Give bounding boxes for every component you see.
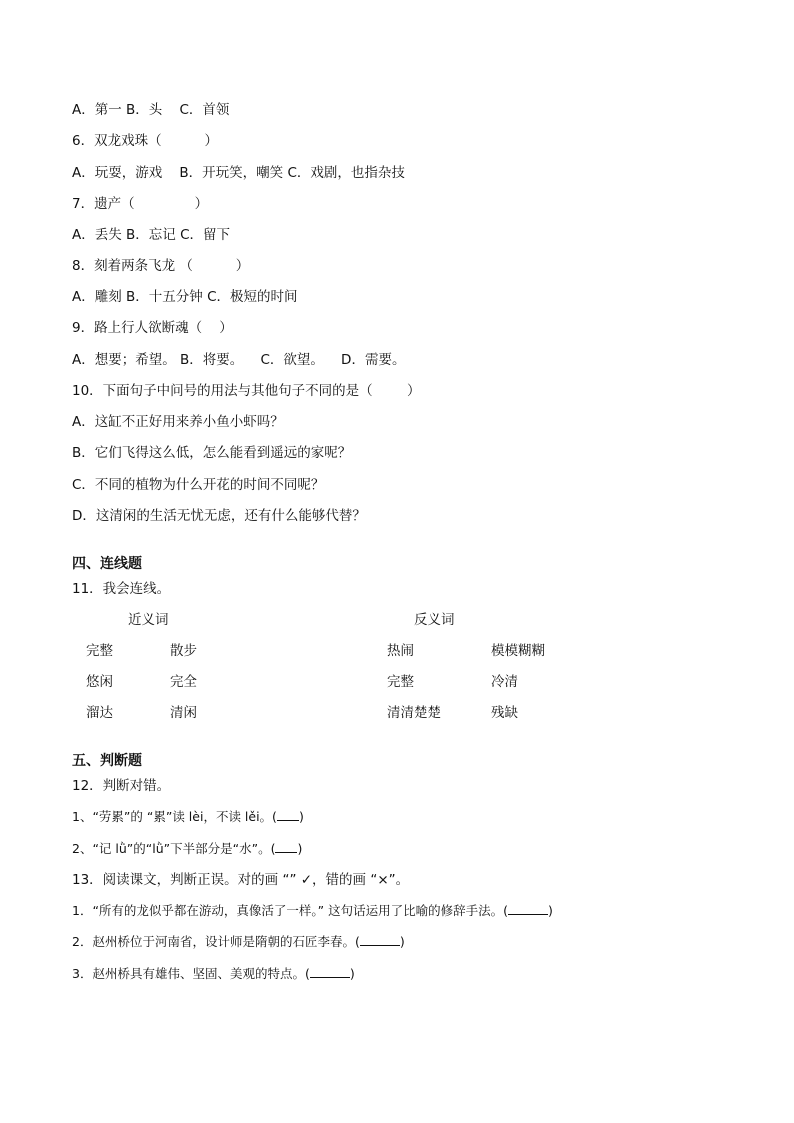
line-options-5: A．第一 B．头 C．首领	[72, 102, 230, 118]
syn-left-word: 悠闲	[86, 674, 113, 690]
ant-right-word: 模模糊糊	[491, 643, 545, 659]
ant-right-word: 残缺	[491, 705, 518, 721]
statement-3-text: 3．赵州桥具有雄伟、坚固、美观的特点。(	[72, 966, 310, 981]
line-options-6: A．玩耍，游戏 B．开玩笑，嘲笑 C．戏剧，也指杂技	[72, 165, 405, 181]
option-10-d: D．这清闲的生活无忧无虑，还有什么能够代替？	[72, 508, 366, 524]
question-11: 11．我会连线。	[72, 581, 171, 597]
syn-right-word: 完全	[170, 674, 197, 690]
judge-item-1-text: 1、“劳累”的 “累”读 lèi，不读 lěi。(	[72, 809, 277, 824]
statement-3	[72, 965, 355, 983]
syn-left-word: 溜达	[86, 705, 113, 721]
statement-1	[72, 902, 553, 920]
question-8: 8．刻着两条飞龙 （ ）	[72, 258, 250, 274]
judge-item-1	[72, 808, 304, 826]
answer-blank[interactable]	[277, 808, 299, 821]
line-options-7: A．丢失 B．忘记 C．留下	[72, 227, 231, 243]
section-heading-5: 五、判断题	[72, 753, 142, 769]
syn-right-word: 清闲	[170, 705, 197, 721]
answer-blank[interactable]	[360, 933, 400, 946]
judge-item-2-text: 2、“记 lǜ”的“lǜ”下半部分是“水”。(	[72, 841, 276, 856]
question-12: 12．判断对错。	[72, 778, 171, 794]
statement-1-text: 1．“所有的龙似乎都在游动，真像活了一样。” 这句话运用了比喻的修辞手法。(	[72, 903, 509, 918]
statement-3-close: )	[349, 966, 355, 981]
judge-item-1-close: )	[298, 809, 304, 824]
question-10: 10．下面句子中问号的用法与其他句子不同的是（ ）	[72, 383, 421, 399]
option-10-b: B．它们飞得这么低，怎么能看到遥远的家呢？	[72, 445, 352, 461]
answer-blank[interactable]	[310, 965, 350, 978]
statement-2	[72, 933, 405, 951]
judge-item-2-close: )	[297, 841, 303, 856]
question-7: 7．遗产（ ）	[72, 196, 209, 212]
ant-left-word: 热闹	[387, 643, 414, 659]
answer-blank[interactable]	[275, 840, 297, 853]
syn-right-word: 散步	[170, 643, 197, 659]
ant-left-word: 清清楚楚	[387, 705, 441, 721]
question-6: 6．双龙戏珠（ ）	[72, 133, 219, 149]
line-options-9: A．想要；希望。 B．将要。 C．欲望。 D．需要。	[72, 352, 406, 368]
statement-1-close: )	[548, 903, 553, 918]
line-options-8: A．雕刻 B．十五分钟 C．极短的时间	[72, 289, 298, 305]
ant-left-word: 完整	[387, 674, 414, 690]
section-heading-4: 四、连线题	[72, 556, 142, 572]
question-13: 13．阅读课文，判断正误。对的画 “” ✓，错的画 “×”。	[72, 872, 410, 888]
statement-2-text: 2．赵州桥位于河南省，设计师是隋朝的石匠李春。(	[72, 934, 360, 949]
question-9: 9．路上行人欲断魂（ ）	[72, 320, 233, 336]
statement-2-close: )	[399, 934, 405, 949]
answer-blank[interactable]	[508, 902, 548, 915]
option-10-a: A．这缸不正好用来养小鱼小虾吗？	[72, 414, 284, 430]
ant-right-word: 冷清	[491, 674, 518, 690]
option-10-c: C．不同的植物为什么开花的时间不同呢？	[72, 477, 325, 493]
antonym-label: 反义词	[414, 612, 455, 628]
syn-left-word: 完整	[86, 643, 113, 659]
synonym-label: 近义词	[128, 612, 169, 628]
judge-item-2	[72, 840, 302, 858]
